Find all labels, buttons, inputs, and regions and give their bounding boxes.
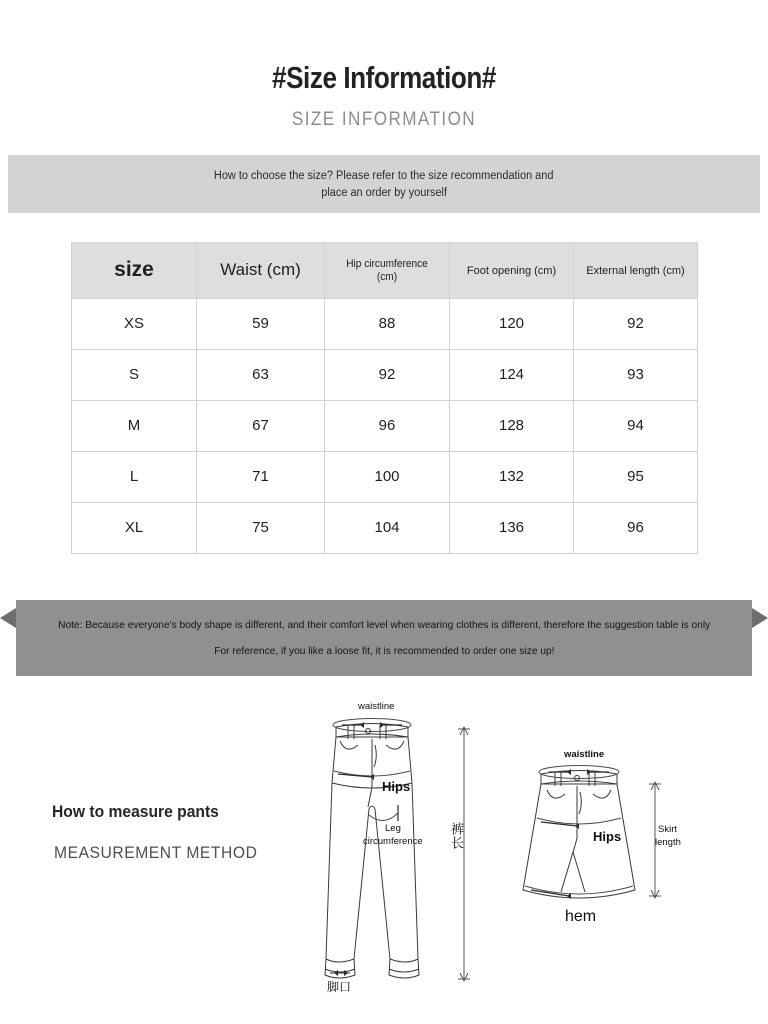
cell-size-value: L [129, 468, 139, 485]
cell-size-value: S [128, 366, 139, 383]
size-chart-table [71, 242, 698, 554]
cell-foot-opening-value: 120 [498, 315, 525, 332]
pants-length-label-chinese: 裤长 [449, 822, 464, 850]
note-banner-line-2: For reference, if you like a loose fit, it is recommended to order one size up! [213, 645, 555, 657]
pants-leg-circumference-label-line1: Leg [385, 823, 401, 834]
cell-size [72, 350, 197, 401]
column-header-foot-opening-label: Foot opening (cm) [466, 265, 557, 278]
pants-leg-circumference-label-line2: circumference [363, 836, 423, 847]
cell-hip-value: 104 [374, 519, 400, 536]
cell-hip-value: 88 [378, 315, 396, 332]
note-banner-line-1: Note: Because everyone's body shape is different, and their comfort level when wearing clothes is different, therefore the suggestion table is only [57, 619, 711, 631]
intro-banner [8, 155, 760, 213]
table-header [72, 243, 698, 299]
cell-foot-opening-value: 128 [498, 417, 525, 434]
column-header-foot-opening [450, 243, 574, 299]
cell-foot-opening [450, 350, 574, 401]
table-header-row [72, 243, 698, 299]
measurement-method-title: How to measure pants [52, 802, 219, 821]
skirt-length-label-line1: Skirt [658, 824, 677, 835]
cell-hip [325, 350, 450, 401]
cell-foot-opening [450, 299, 574, 350]
note-banner [16, 600, 752, 676]
column-header-waist-label: Waist (cm) [220, 260, 301, 280]
cell-external-length [574, 503, 698, 554]
intro-banner-line-1: How to choose the size? Please refer to the size recommendation and [214, 169, 554, 182]
intro-banner-line-2: place an order by yourself [321, 186, 447, 199]
cell-external-length-value: 96 [627, 519, 644, 536]
cell-external-length [574, 350, 698, 401]
column-header-hip-label-line1: Hip circumference [346, 257, 428, 270]
pants-hips-label: Hips [382, 779, 411, 794]
table-row [72, 452, 698, 503]
cell-size [72, 452, 197, 503]
cell-waist-value: 71 [252, 468, 269, 485]
cell-size-value: XS [123, 315, 144, 332]
table-body [72, 299, 698, 554]
column-header-external-length [574, 243, 698, 299]
cell-hip-value: 96 [378, 417, 396, 434]
cell-size-value: XL [124, 519, 144, 536]
cell-foot-opening [450, 452, 574, 503]
cell-foot-opening-value: 124 [498, 366, 525, 383]
cell-external-length [574, 299, 698, 350]
table-row [72, 503, 698, 554]
pants-measurement-diagram [312, 697, 492, 995]
column-header-size-label: size [114, 258, 154, 282]
cell-size [72, 401, 197, 452]
pants-waistline-label: waistline [358, 701, 395, 712]
table-row [72, 350, 698, 401]
cell-waist [197, 452, 325, 503]
cell-hip [325, 401, 450, 452]
pants-foot-opening-label-chinese: 脚口 [327, 980, 352, 994]
cell-foot-opening [450, 503, 574, 554]
cell-waist [197, 299, 325, 350]
column-header-external-length-label: External length (cm) [586, 265, 685, 278]
cell-waist [197, 503, 325, 554]
cell-external-length [574, 401, 698, 452]
cell-waist [197, 350, 325, 401]
cell-hip [325, 452, 450, 503]
cell-hip [325, 299, 450, 350]
cell-size [72, 299, 197, 350]
skirt-hips-label: Hips [593, 829, 622, 844]
cell-waist-value: 75 [252, 519, 269, 536]
cell-size [72, 503, 197, 554]
column-header-size [72, 243, 197, 299]
column-header-hip-label-line2: (cm) [376, 270, 398, 283]
measurement-method-subtitle: MEASUREMENT METHOD [54, 843, 258, 862]
skirt-hem-label: hem [565, 908, 597, 925]
cell-external-length [574, 452, 698, 503]
page-title: #Size Information# [272, 60, 496, 95]
column-header-waist [197, 243, 325, 299]
cell-waist-value: 59 [252, 315, 269, 332]
cell-waist-value: 67 [252, 417, 269, 434]
table-row [72, 401, 698, 452]
cell-foot-opening-value: 132 [498, 468, 525, 485]
cell-external-length-value: 94 [627, 417, 644, 434]
cell-external-length-value: 95 [627, 468, 644, 485]
skirt-waistline-label: waistline [564, 749, 605, 760]
cell-foot-opening [450, 401, 574, 452]
cell-external-length-value: 93 [627, 366, 644, 383]
page-subtitle: SIZE INFORMATION [291, 109, 477, 130]
cell-hip [325, 503, 450, 554]
cell-waist-value: 63 [252, 366, 269, 383]
skirt-length-label-line2: length [655, 837, 681, 848]
cell-hip-value: 92 [378, 366, 396, 383]
cell-external-length-value: 92 [627, 315, 644, 332]
table-row [72, 299, 698, 350]
cell-hip-value: 100 [374, 468, 400, 485]
column-header-hip [325, 243, 450, 299]
cell-size-value: M [127, 417, 141, 434]
cell-foot-opening-value: 136 [498, 519, 525, 536]
cell-waist [197, 401, 325, 452]
skirt-measurement-diagram [505, 740, 697, 940]
